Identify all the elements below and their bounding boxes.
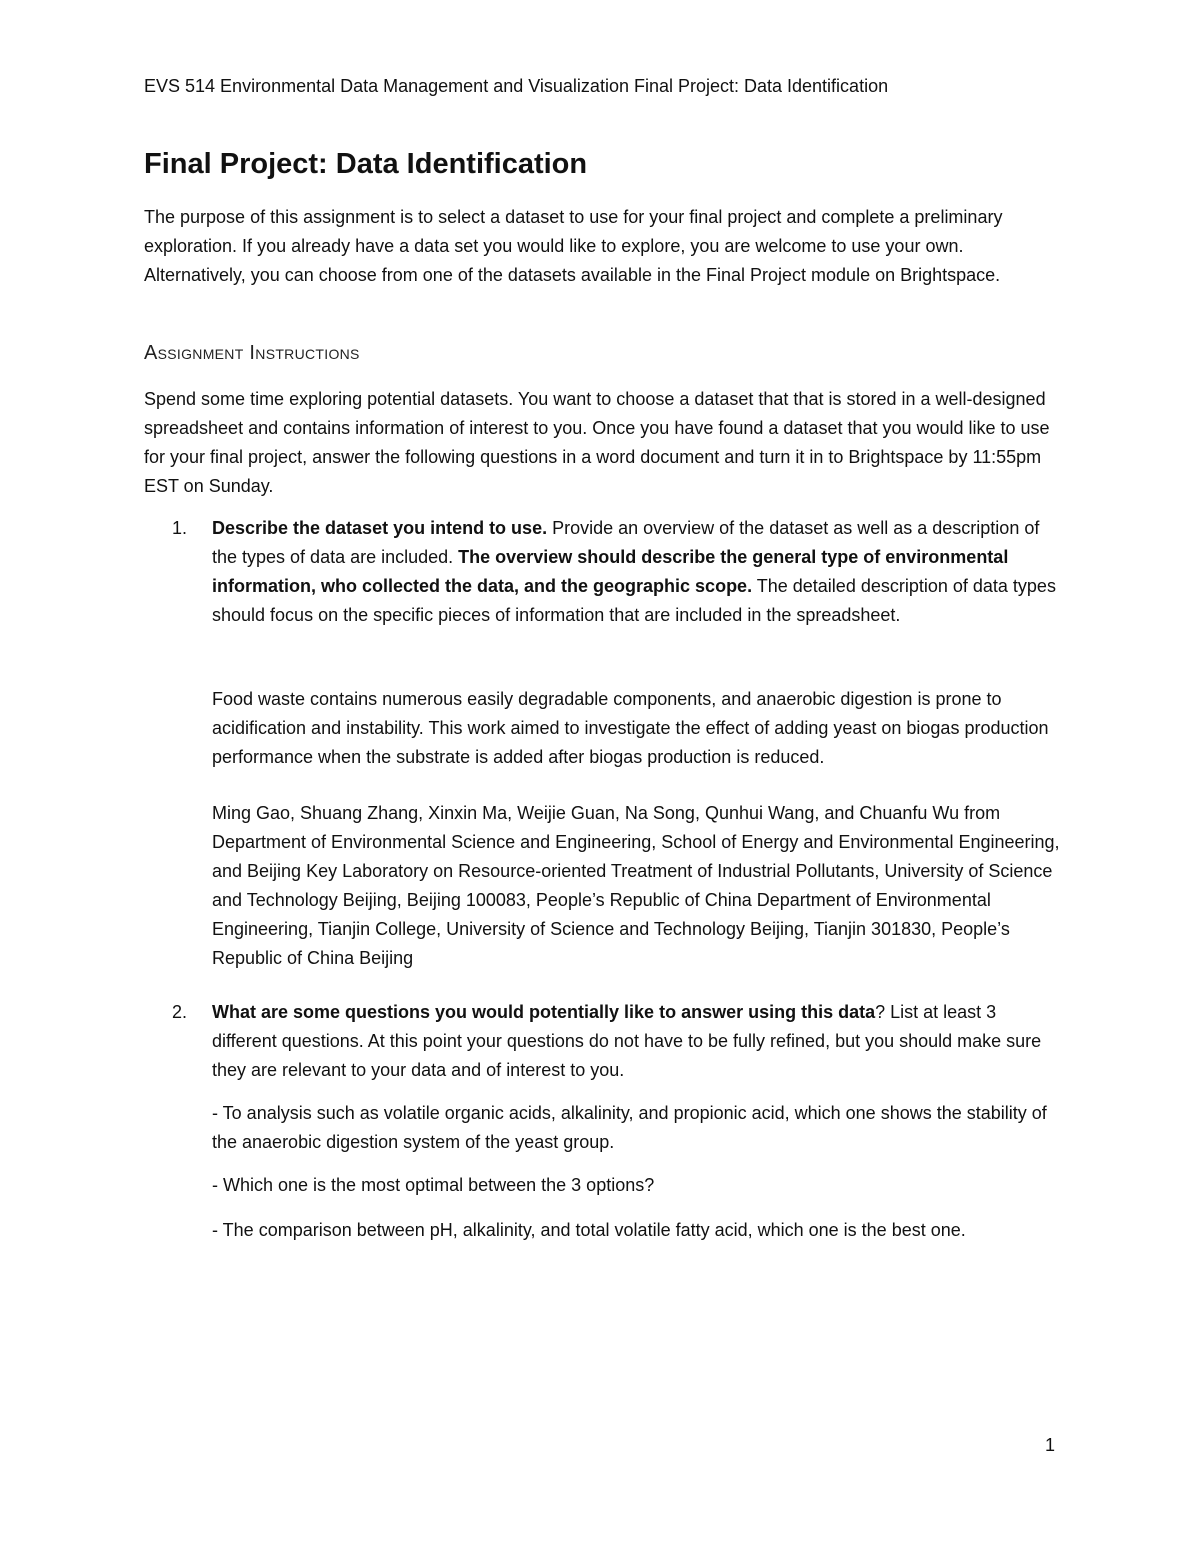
- bold-lead: What are some questions you would potentially like to answer using this data: [212, 1002, 876, 1022]
- page-title: Final Project: Data Identification: [144, 148, 588, 180]
- item-text-a: ? List at least 3 different questions. At this point your questions do not have to be fully refined, but you should make sure they are relevant to your data and of interest to you.: [212, 1002, 1042, 1080]
- bold-mid: The overview should describe the general type of environmental information, who collected the data, and the geographic scope.: [212, 547, 1009, 596]
- section-heading: Assignment Instructions: [144, 342, 360, 364]
- list-number: 2.: [172, 1002, 188, 1022]
- answer-authors: Ming Gao, Shuang Zhang, Xinxin Ma, Weijie Guan, Na Song, Qunhui Wang, and Chuanfu Wu from Department of Environmental Science and Engineering, School of Energy and Environmental Engineering, and Beijing Key Laboratory on Resource-oriented Treatment of Industrial Pollutants, University of Science and Technology Beijing, Beijing 100083, People’s Republic of China Department of Environmental Engineering, Tianjin College, University of Science and Technology Beijing, Tianjin 301830, People’s Republic of China Beijing: [212, 803, 1060, 968]
- list-number: 1.: [172, 518, 188, 538]
- page-number: 1: [1045, 1435, 1056, 1455]
- list-item-text: [212, 514, 1064, 630]
- intro-paragraph: The purpose of this assignment is to select a dataset to use for your final project and complete a preliminary exploration. If you already have a data set you would like to explore, you are welcome to use your own. Alternatively, you can choose from one of the datasets available in the Final Project module on Brightspace.: [144, 207, 1003, 285]
- answer-food-waste: Food waste contains numerous easily degradable components, and anaerobic digestion is prone to acidification and instability. This work aimed to investigate the effect of adding yeast on biogas production performance when the substrate is added after biogas production is reduced.: [212, 689, 1049, 767]
- answer-question-1: - To analysis such as volatile organic acids, alkalinity, and propionic acid, which one shows the stability of the anaerobic digestion system of the yeast group.: [212, 1103, 1047, 1152]
- item-text-b: The detailed description of data types should focus on the specific pieces of information that are included in the spreadsheet.: [212, 576, 1056, 625]
- answer-question-2: - Which one is the most optimal between the 3 options?: [212, 1175, 655, 1195]
- instructions-paragraph: Spend some time exploring potential datasets. You want to choose a dataset that that is stored in a well-designed spreadsheet and contains information of interest to you. Once you have found a dataset that you would like to use for your final project, answer the following questions in a word document and turn it in to Brightspace by 11:55pm EST on Sunday.: [144, 389, 1050, 496]
- running-header: EVS 514 Environmental Data Management and Visualization Final Project: Data Identification: [144, 76, 889, 96]
- answer-question-3: - The comparison between pH, alkalinity, and total volatile fatty acid, which one is the best one.: [212, 1220, 966, 1240]
- item-text-a: Provide an overview of the dataset as well as a description of the types of data are included.: [212, 518, 1040, 567]
- list-item-text: [212, 998, 1064, 1085]
- bold-lead: Describe the dataset you intend to use.: [212, 518, 548, 538]
